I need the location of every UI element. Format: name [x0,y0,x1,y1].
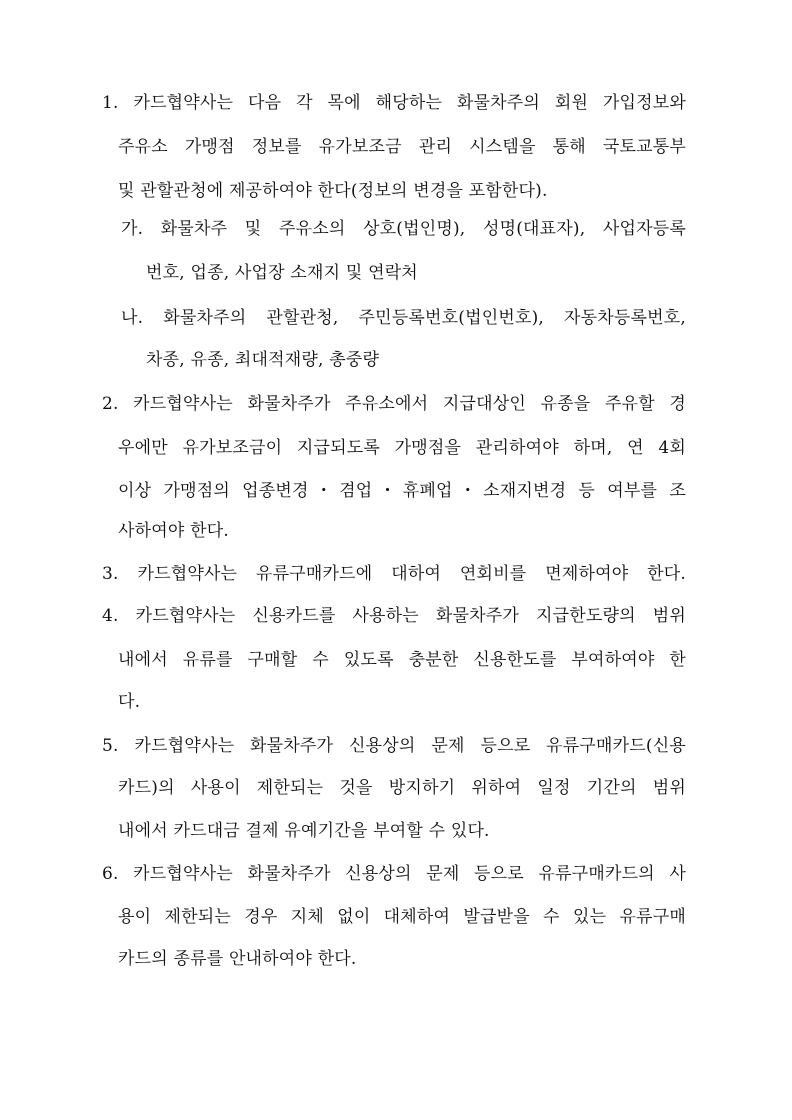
item-4-line-1: 4. 카드협약사는 신용카드를 사용하는 화물차주가 지급한도량의 범위 [102,606,686,626]
item-4-line-3: 다. [118,692,141,712]
subitem-ga-line-1: 가. 화물차주 및 주유소의 상호(법인명), 성명(대표자), 사업자등록 [121,219,686,239]
item-5-line-2: 카드)의 사용이 제한되는 것을 방지하기 위하여 일정 기간의 범위 [118,778,686,798]
item-5-line-3: 내에서 카드대금 결제 유예기간을 부여할 수 있다. [118,821,490,841]
item-2-line-3: 이상 가맹점의 업종변경・겸업・휴폐업・소재지변경 등 여부를 조 [118,481,686,501]
item-5-line-1: 5. 카드협약사는 화물차주가 신용상의 문제 등으로 유류구매카드(신용 [102,736,686,756]
item-2-line-4: 사하여야 한다. [118,521,229,541]
item-2-line-2: 우에만 유가보조금이 지급되도록 가맹점을 관리하여야 하며, 연 4회 [118,438,686,458]
subitem-na-line-2: 차종, 유종, 최대적재량, 총중량 [146,350,380,370]
item-6-line-3: 카드의 종류를 안내하여야 한다. [118,949,357,969]
item-1-line-3: 및 관할관청에 제공하여야 한다(정보의 변경을 포함한다). [118,181,548,201]
item-1-line-1: 1. 카드협약사는 다음 각 목에 해당하는 화물차주의 회원 가입정보와 [102,93,686,113]
subitem-na-line-1: 나. 화물차주의 관할관청, 주민등록번호(법인번호), 자동차등록번호, [121,308,686,328]
item-4-line-2: 내에서 유류를 구매할 수 있도록 충분한 신용한도를 부여하여야 한 [118,650,686,670]
item-1-line-2: 주유소 가맹점 정보를 유가보조금 관리 시스템을 통해 국토교통부 [118,137,686,157]
item-2-line-1: 2. 카드협약사는 화물차주가 주유소에서 지급대상인 유종을 주유할 경 [102,394,686,414]
item-6-line-2: 용이 제한되는 경우 지체 없이 대체하여 발급받을 수 있는 유류구매 [118,907,686,927]
item-3-line-1: 3. 카드협약사는 유류구매카드에 대하여 연회비를 면제하여야 한다. [102,564,686,584]
item-6-line-1: 6. 카드협약사는 화물차주가 신용상의 문제 등으로 유류구매카드의 사 [102,864,686,884]
subitem-ga-line-2: 번호, 업종, 사업장 소재지 및 연락처 [146,263,418,283]
